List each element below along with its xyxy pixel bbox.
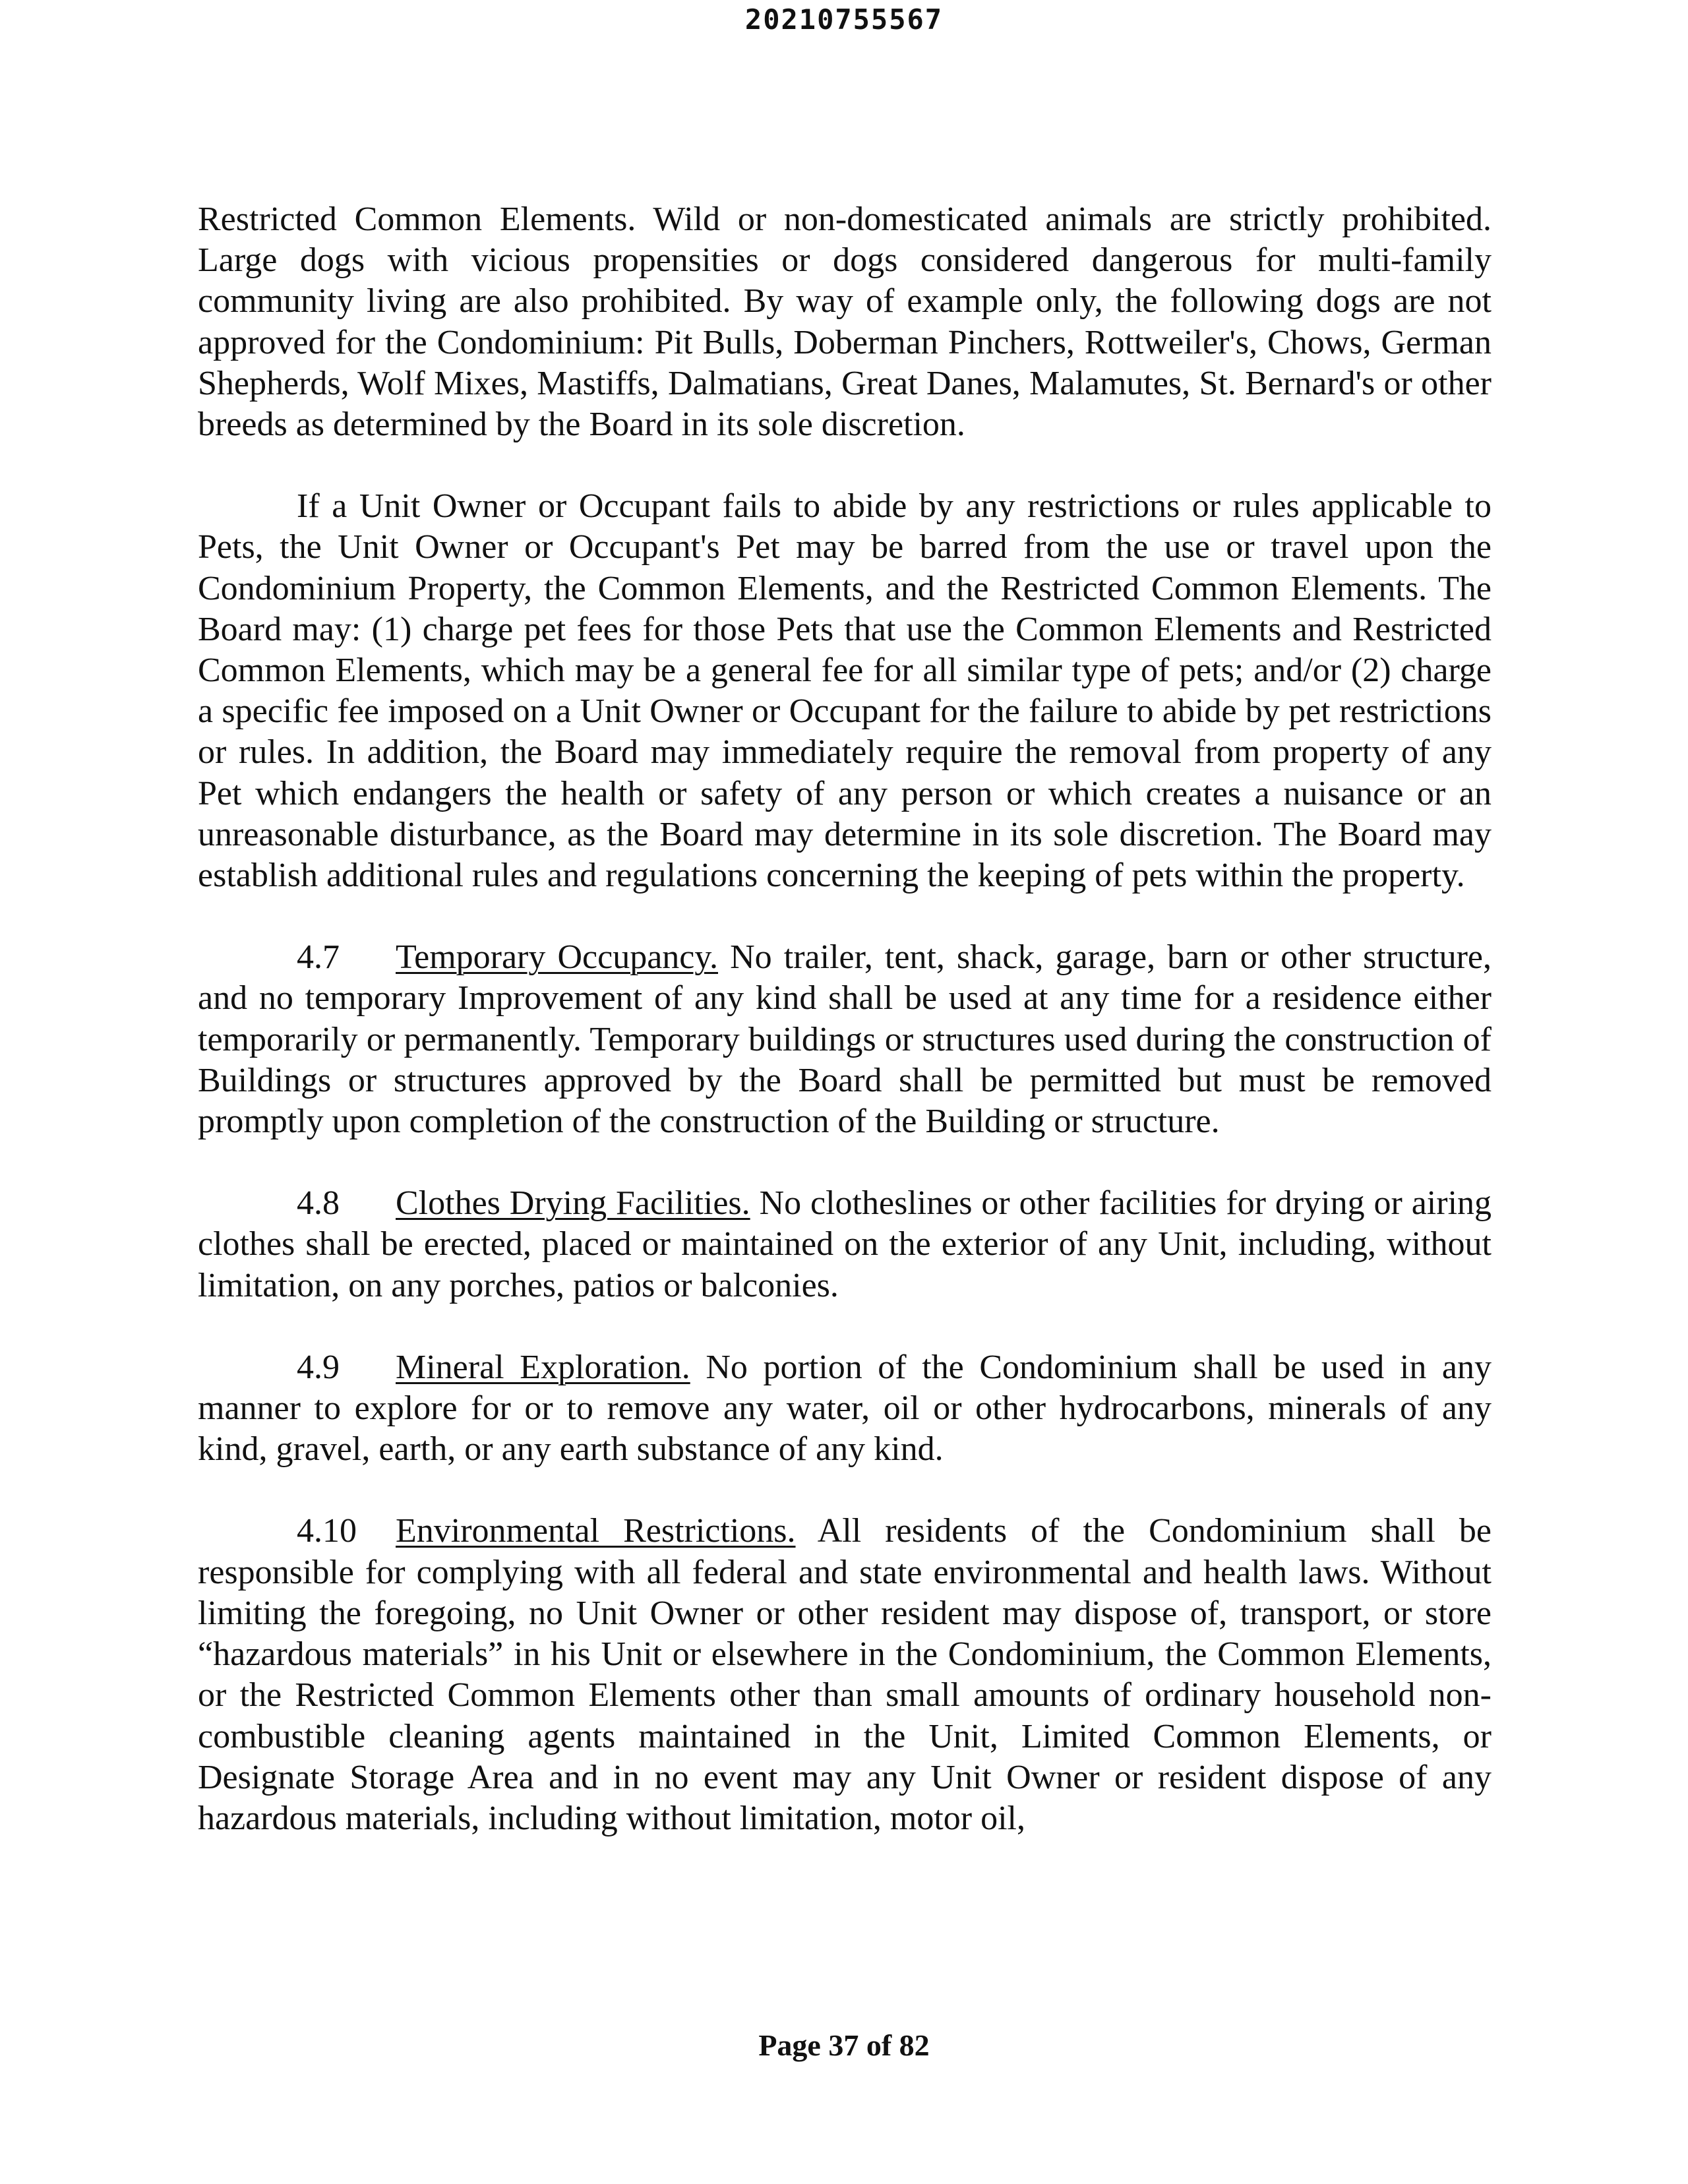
section-4-9 <box>198 1347 1492 1471</box>
page-current: 37 <box>828 2028 859 2062</box>
section-number: 4.9 <box>297 1348 340 1386</box>
section-body: No trailer, tent, shack, garage, barn or other structure, and no temporary Improvement of any kind shall be used at any time for a residence either temporarily or permanently. Temporary buildings or structures used during the construction of Buildings or structures approved by the Board shall be permitted but must be removed promptly upon completion of the construction of the Building or structure. <box>198 938 1492 1141</box>
section-title: Temporary Occupancy. <box>396 938 718 977</box>
paragraph-pets-breeds: Restricted Common Elements. Wild or non-domesticated animals are strictly prohibited. Large dogs with vicious propensities or dogs considered dangerous for multi-family community living are also prohibited. By way of example only, the following dogs are not approved for the Condominium: Pit Bulls, Doberman Pinchers, Rottweiler's, Chows, German Shepherds, Wolf Mixes, Mastiffs, Dalmatians, Great Danes, Malamutes, St. Bernard's or other breeds as determined by the Board in its sole discretion. <box>198 200 1492 444</box>
page-footer <box>0 2027 1688 2064</box>
recording-number: 20210755567 <box>744 3 944 36</box>
section-body: No portion of the Condominium shall be used in any manner to explore for or to remove any water, oil or other hydrocarbons, minerals of any kind, gravel, earth, or any earth substance of any kind. <box>198 1348 1492 1469</box>
document-body <box>198 199 1492 1880</box>
section-title: Environmental Restrictions. <box>396 1512 796 1550</box>
section-title: Clothes Drying Facilities. <box>396 1184 750 1223</box>
section-body: All residents of the Condominium shall be responsible for complying with all federal and state environmental and health laws. Without limiting the foregoing, no Unit Owner or other resident may dispose of, transport, or store “hazardous materials” in his Unit or elsewhere in the Condominium, the Common Elements, or the Restricted Common Elements other than small amounts of ordinary household non-combustible cleaning agents maintained in the Unit, Limited Common Elements, or Designate Storage Area and in no event may any Unit Owner or resident dispose of any hazardous materials, including without limitation, motor oil, <box>198 1512 1492 1837</box>
page-label: Page <box>758 2028 821 2062</box>
section-4-8 <box>198 1183 1492 1306</box>
section-body: No clotheslines or other facilities for drying or airing clothes shall be erected, placed or maintained on the exterior of any Unit, including, without limitation, on any porches, patios or balconies. <box>198 1184 1492 1304</box>
page-of: of <box>866 2028 892 2062</box>
section-number: 4.7 <box>297 938 340 977</box>
section-number: 4.10 <box>297 1512 357 1550</box>
paragraph-pets-enforcement: If a Unit Owner or Occupant fails to abide by any restrictions or rules applicable to Pets, the Unit Owner or Occupant's Pet may be barred from the use or travel upon the Condominium Property, the Common Elements, and the Restricted Common Elements. The Board may: (1) charge pet fees for those Pets that use the Common Elements and Restricted Common Elements, which may be a general fee for all similar type of pets; and/or (2) charge a specific fee imposed on a Unit Owner or Occupant for the failure to abide by pet restrictions or rules. In addition, the Board may immediately require the removal from property of any Pet which endangers the health or safety of any person or which creates a nuisance or an unreasonable disturbance, as the Board may determine in its sole discretion. The Board may establish additional rules and regulations concerning the keeping of pets within the property. <box>198 487 1492 895</box>
page-total: 82 <box>899 2028 930 2062</box>
section-title: Mineral Exploration. <box>396 1348 690 1386</box>
section-4-10 <box>198 1511 1492 1839</box>
section-number: 4.8 <box>297 1184 340 1223</box>
section-4-7 <box>198 937 1492 1142</box>
